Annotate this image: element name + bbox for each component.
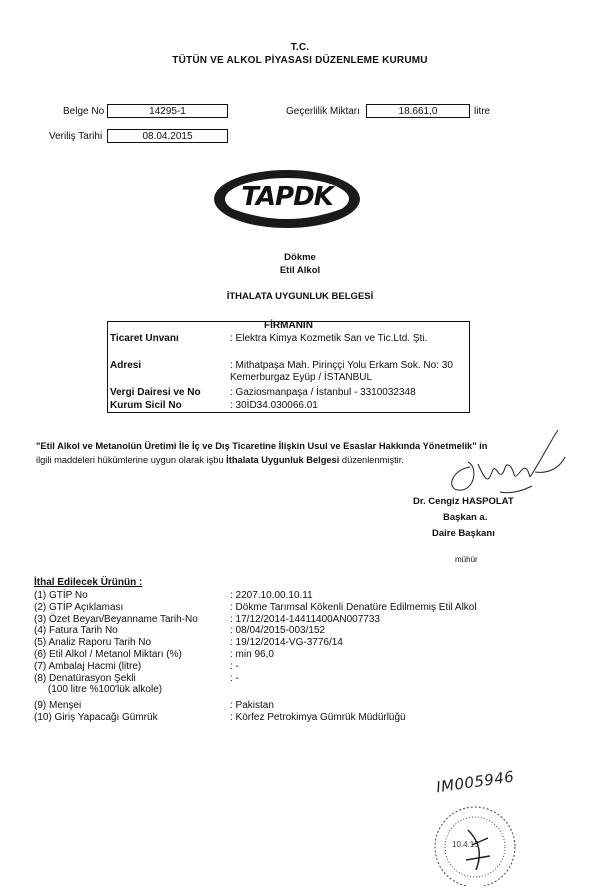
statement-doc-name: İthalata Uygunluk Belgesi <box>226 455 340 465</box>
list-item <box>34 649 554 661</box>
item-value: : 08/04/2015-003/152 <box>230 625 326 637</box>
firm-value-sicil: : 30İD34.030066.01 <box>230 400 318 411</box>
logo-text: TAPDK <box>241 182 333 212</box>
item-label: (100 litre %100'lük alkole) <box>34 684 163 696</box>
product-line2: Etil Alkol <box>279 265 321 276</box>
firm-label-unvan: Ticaret Unvanı <box>110 333 179 344</box>
gecerlilik-value: 18.661,0 <box>366 104 470 118</box>
gecerlilik-label: Geçerlilik Miktarı <box>286 106 360 117</box>
litre-unit: litre <box>474 106 491 117</box>
item-value: : 19/12/2014-VG-3776/14 <box>230 637 343 649</box>
firm-value-adres: : Mithatpaşa Mah. Pirinççi Yolu Erkam Sok. No: 30 <box>230 360 453 371</box>
item-label: (4) Fatura Tarih No <box>34 625 118 637</box>
signatory-name: Dr. Cengiz HASPOLAT <box>413 496 514 507</box>
item-value: : Körfez Petrokimya Gümrük Müdürlüğü <box>230 712 406 724</box>
list-item <box>34 625 554 637</box>
item-label: (10) Giriş Yapacağı Gümrük <box>34 712 158 724</box>
list-item <box>34 661 554 673</box>
item-label: (6) Etil Alkol / Metanol Miktarı (%) <box>34 648 182 660</box>
statement-end: düzenlenmiştir. <box>339 455 404 465</box>
item-value: : Pakistan <box>230 700 274 712</box>
handwritten-code-text: IM005946 <box>435 767 516 797</box>
firm-value-adres2: Kemerburgaz Eyüp / İSTANBUL <box>230 372 373 383</box>
belge-no-label: Belge No <box>63 106 105 117</box>
verilis-label: Veriliş Tarihi <box>49 131 103 142</box>
document-title: İTHALATA UYGUNLUK BELGESİ <box>226 291 374 302</box>
item-label: (1) GTİP No <box>34 590 88 601</box>
signature <box>440 422 575 502</box>
item-label: (7) Ambalaj Hacmi (litre) <box>34 660 142 672</box>
items-list <box>34 590 554 724</box>
item-value: : min 96,0 <box>230 648 274 660</box>
item-value: : 17/12/2014-14411400AN007733 <box>230 613 380 625</box>
item-label: (9) Menşei <box>34 700 82 712</box>
belge-no-value: 14295-1 <box>107 104 228 118</box>
item-value: : - <box>230 660 239 672</box>
product-line1: Dökme <box>284 252 316 263</box>
item-value: : Dökme Tarımsal Kökenli Denatüre Edilmemiş Etil Alkol <box>230 601 477 613</box>
statement-text: ilgili maddeleri hükümlerine uygun olarak işbu <box>36 455 227 465</box>
item-label: (3) Özet Beyan/Beyanname Tarih-No <box>34 613 198 625</box>
item-value: : - <box>230 672 239 684</box>
header-line-tc: T.C. <box>290 42 310 53</box>
item-label: (5) Analiz Raporu Tarih No <box>34 637 152 649</box>
firm-value-unvan: : Elektra Kimya Kozmetik San ve Tic.Ltd. Şti. <box>230 333 428 344</box>
item-label: (2) GTİP Açıklaması <box>34 601 124 613</box>
firm-label-sicil: Kurum Sicil No <box>110 400 182 411</box>
item-label: (8) Denatürasyon Şekli <box>34 672 136 684</box>
items-heading: İthal Edilecek Ürünün : <box>34 577 143 588</box>
list-item <box>34 590 554 602</box>
verilis-value: 08.04.2015 <box>107 129 228 143</box>
seal-label: mühür <box>455 555 478 564</box>
firm-heading: FİRMANIN <box>264 320 313 331</box>
header-institution: TÜTÜN VE ALKOL PİYASASI DÜZENLEME KURUMU <box>172 55 428 66</box>
statement-line2 <box>36 455 404 465</box>
list-item <box>34 614 554 626</box>
signatory-title1: Başkan a. <box>443 512 488 523</box>
signatory-title2: Daire Başkanı <box>432 528 495 539</box>
list-item <box>34 637 554 649</box>
item-value: : 2207.10.00.10.11 <box>230 590 313 601</box>
tapdk-logo <box>212 168 362 230</box>
list-item <box>34 602 554 614</box>
list-item <box>34 673 554 685</box>
list-item <box>34 684 554 700</box>
firm-label-adres: Adresi <box>110 360 142 371</box>
list-item <box>34 712 554 724</box>
round-stamp <box>428 800 522 886</box>
handwritten-code <box>435 762 557 800</box>
stamp-date: 10.4.15 <box>452 840 479 849</box>
list-item <box>34 700 554 712</box>
firm-label-vergi: Vergi Dairesi ve No <box>110 387 201 398</box>
firm-value-vergi: : Gaziosmanpaşa / İstanbul - 3310032348 <box>230 387 416 398</box>
statement-line1: "Etil Alkol ve Metanolün Üretimi İle İç ve Dış Ticaretine İlişkin Usul ve Esaslar Hakkında Yönetmelik" in <box>36 441 488 451</box>
